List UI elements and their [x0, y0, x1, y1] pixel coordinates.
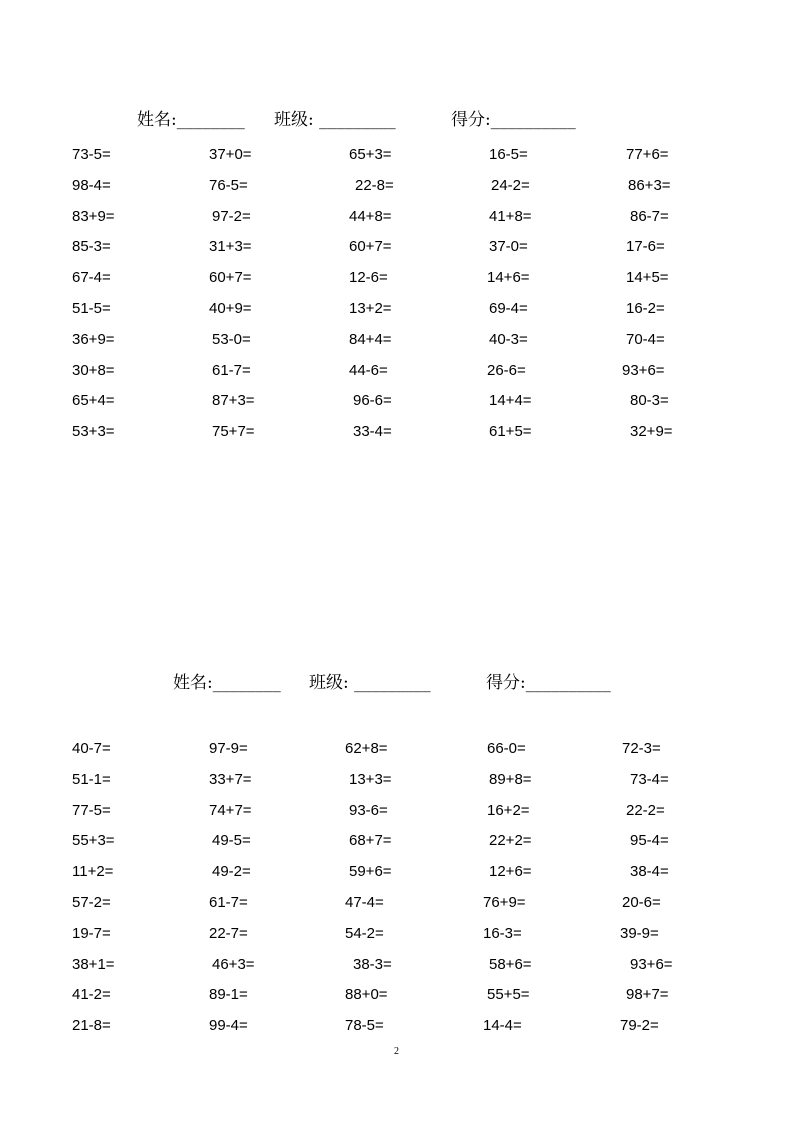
math-problem: 86+3= — [628, 176, 671, 194]
problem-row — [0, 269, 793, 293]
math-problem: 93+6= — [622, 361, 665, 379]
math-problem: 22-2= — [626, 801, 665, 819]
math-problem: 61-7= — [212, 361, 251, 379]
problem-row — [0, 146, 793, 170]
math-problem: 30+8= — [72, 361, 115, 379]
math-problem: 98+7= — [626, 986, 669, 1004]
math-problem: 31+3= — [209, 238, 252, 256]
math-problem: 16-3= — [483, 924, 522, 942]
score-field-label: 得分:__________ — [486, 673, 611, 693]
problem-row — [0, 331, 793, 355]
math-problem: 13+3= — [349, 770, 392, 788]
problem-row — [0, 832, 793, 856]
math-problem: 74+7= — [209, 801, 252, 819]
math-problem: 69-4= — [489, 300, 528, 317]
math-problem: 62+8= — [345, 740, 388, 757]
math-problem: 49-2= — [212, 863, 251, 881]
math-problem: 49-5= — [212, 832, 251, 850]
page-number: 2 — [394, 1046, 399, 1057]
math-problem: 11+2= — [72, 863, 114, 881]
math-problem: 51-5= — [72, 300, 111, 317]
worksheet-header-1 — [0, 105, 793, 129]
math-problem: 44+8= — [349, 207, 392, 225]
math-problem: 33+7= — [209, 770, 252, 788]
math-problem: 40-3= — [489, 330, 528, 348]
math-problem: 16-2= — [626, 300, 665, 317]
math-problem: 53+3= — [72, 423, 115, 441]
math-problem: 89-1= — [209, 986, 248, 1004]
math-problem: 16-5= — [489, 146, 528, 163]
math-problem: 38-3= — [353, 955, 392, 973]
problem-row — [0, 300, 793, 324]
math-problem: 60+7= — [209, 269, 252, 287]
math-problem: 41+8= — [489, 207, 532, 225]
math-problem: 22-8= — [355, 176, 394, 194]
math-problem: 67-4= — [72, 269, 111, 287]
math-problem: 16+2= — [487, 801, 530, 819]
problem-row — [0, 925, 793, 949]
problem-row — [0, 986, 793, 1010]
math-problem: 24-2= — [491, 176, 530, 194]
math-problem: 14+6= — [487, 269, 530, 287]
math-problem: 55+3= — [72, 832, 115, 850]
problem-row — [0, 894, 793, 918]
math-problem: 60+7= — [349, 238, 392, 256]
math-problem: 14-4= — [483, 1017, 522, 1035]
math-problem: 97-2= — [212, 207, 251, 225]
math-problem: 66-0= — [487, 740, 526, 757]
math-problem: 54-2= — [345, 924, 384, 942]
problem-row — [0, 771, 793, 795]
math-problem: 86-7= — [630, 207, 669, 225]
math-problem: 68+7= — [349, 832, 392, 850]
math-problem: 73-5= — [72, 146, 111, 163]
math-problem: 97-9= — [209, 740, 248, 757]
math-problem: 38-4= — [630, 863, 669, 881]
score-field-label: 得分:__________ — [451, 110, 576, 130]
math-problem: 39-9= — [620, 924, 659, 942]
math-problem: 83+9= — [72, 207, 115, 225]
math-problem: 93+6= — [630, 955, 673, 973]
math-problem: 46+3= — [212, 955, 255, 973]
math-problem: 72-3= — [622, 740, 661, 757]
math-problem: 20-6= — [622, 894, 661, 911]
class-field-label: 班级: _________ — [309, 673, 431, 693]
class-field-label: 班级: _________ — [274, 110, 396, 130]
math-problem: 78-5= — [345, 1017, 384, 1035]
problem-row — [0, 802, 793, 826]
math-problem: 19-7= — [72, 924, 111, 942]
math-problem: 58+6= — [489, 955, 532, 973]
math-problem: 13+2= — [349, 300, 392, 317]
math-problem: 47-4= — [345, 894, 384, 911]
math-problem: 33-4= — [353, 423, 392, 441]
problem-row — [0, 177, 793, 201]
math-problem: 32+9= — [630, 423, 673, 441]
math-problem: 65+4= — [72, 392, 115, 410]
math-problem: 87+3= — [212, 392, 255, 410]
math-problem: 85-3= — [72, 238, 111, 256]
math-problem: 44-6= — [349, 361, 388, 379]
name-field-label: 姓名:________ — [173, 673, 281, 693]
math-problem: 53-0= — [212, 330, 251, 348]
problem-row — [0, 1017, 793, 1041]
math-problem: 61-7= — [209, 894, 248, 911]
problem-row — [0, 740, 793, 764]
name-field-label: 姓名:________ — [137, 110, 245, 130]
math-problem: 98-4= — [72, 176, 111, 194]
problem-row — [0, 423, 793, 447]
math-problem: 96-6= — [353, 392, 392, 410]
math-problem: 17-6= — [626, 238, 665, 256]
math-problem: 88+0= — [345, 986, 388, 1004]
math-problem: 12-6= — [349, 269, 388, 287]
math-problem: 65+3= — [349, 146, 392, 163]
problem-row — [0, 208, 793, 232]
math-problem: 26-6= — [487, 361, 526, 379]
math-problem: 73-4= — [630, 770, 669, 788]
math-problem: 99-4= — [209, 1017, 248, 1035]
math-problem: 93-6= — [349, 801, 388, 819]
problem-row — [0, 362, 793, 386]
math-problem: 79-2= — [620, 1017, 659, 1035]
math-problem: 80-3= — [630, 392, 669, 410]
math-problem: 57-2= — [72, 894, 111, 911]
math-problem: 14+5= — [626, 269, 669, 287]
worksheet-header-2 — [0, 668, 793, 692]
math-problem: 55+5= — [487, 986, 530, 1004]
math-problem: 95-4= — [630, 832, 669, 850]
math-problem: 76+9= — [483, 894, 526, 911]
math-problem: 40+9= — [209, 300, 252, 317]
problem-row — [0, 863, 793, 887]
math-problem: 77-5= — [72, 801, 111, 819]
math-problem: 40-7= — [72, 740, 111, 757]
math-problem: 89+8= — [489, 770, 532, 788]
math-problem: 61+5= — [489, 423, 532, 441]
math-problem: 37-0= — [489, 238, 528, 256]
problem-row — [0, 238, 793, 262]
math-problem: 14+4= — [489, 392, 532, 410]
math-problem: 22+2= — [489, 832, 532, 850]
math-problem: 36+9= — [72, 330, 115, 348]
math-problem: 21-8= — [72, 1017, 111, 1035]
math-problem: 76-5= — [209, 176, 248, 194]
math-problem: 37+0= — [209, 146, 252, 163]
problem-row — [0, 956, 793, 980]
problem-row — [0, 392, 793, 416]
math-problem: 38+1= — [72, 955, 115, 973]
math-problem: 12+6= — [489, 863, 532, 881]
math-problem: 51-1= — [72, 770, 111, 788]
math-problem: 41-2= — [72, 986, 111, 1004]
math-problem: 77+6= — [626, 146, 669, 163]
math-problem: 22-7= — [209, 924, 248, 942]
math-problem: 70-4= — [626, 330, 665, 348]
math-problem: 59+6= — [349, 863, 392, 881]
math-problem: 75+7= — [212, 423, 255, 441]
math-problem: 84+4= — [349, 330, 392, 348]
